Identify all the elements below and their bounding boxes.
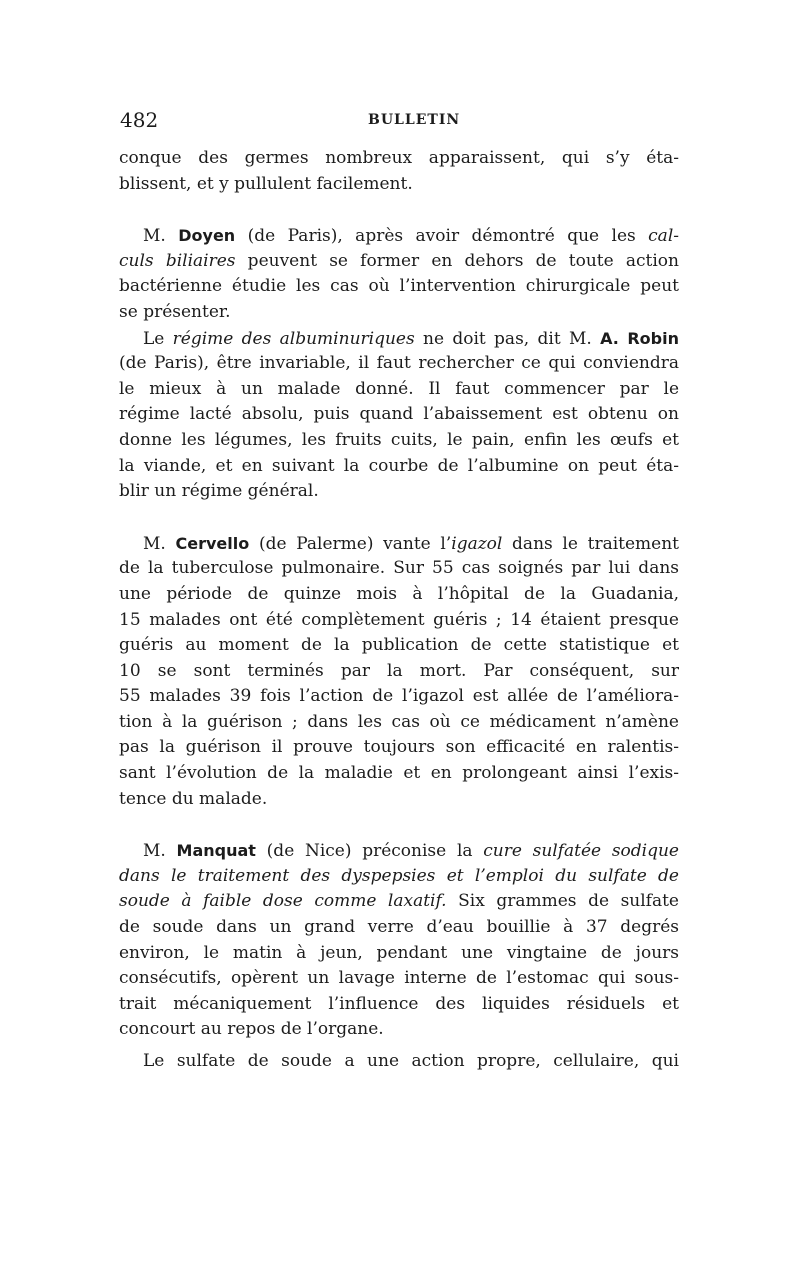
text-line: tence du malade. bbox=[119, 788, 268, 809]
text-line: le mieux à un malade donné. Il faut commencer par le bbox=[119, 378, 679, 399]
text-line: 15 malades ont été complètement guéris ; 14 étaient presque bbox=[119, 609, 679, 630]
page-number: 482 bbox=[120, 108, 159, 132]
text-line: M. Cervello (de Palerme) vante l’igazol dans le traitement bbox=[143, 533, 680, 554]
text-line: M. Manquat (de Nice) préconise la cure sulfatée sodique bbox=[143, 841, 679, 862]
text-line: 10 se sont terminés par la mort. Par conséquent, sur bbox=[119, 660, 679, 681]
text-line: blissent, et y pullulent facilement. bbox=[119, 173, 413, 194]
body-text bbox=[119, 146, 679, 1075]
text-line: guéris au moment de la publication de cette statistique et bbox=[119, 635, 679, 656]
author-name-doyen: Doyen bbox=[178, 226, 236, 246]
text-line: (de Paris), être invariable, il faut rechercher ce qui conviendra bbox=[119, 353, 679, 374]
text-line: dans le traitement des dyspepsies et l’emploi du sulfate de bbox=[119, 865, 679, 886]
text-line: concourt au repos de l’organe. bbox=[119, 1019, 384, 1040]
text-line: tion à la guérison ; dans les cas où ce médicament n’amène bbox=[119, 711, 679, 732]
text-line: trait mécaniquement l’influence des liquides résiduels et bbox=[119, 993, 679, 1014]
text-line: régime lacté absolu, puis quand l’abaissement est obtenu on bbox=[119, 404, 679, 425]
running-title: BULLETIN bbox=[368, 112, 461, 128]
page-header bbox=[120, 108, 680, 138]
author-name-cervello: Cervello bbox=[175, 533, 250, 553]
text-line: de la tuberculose pulmonaire. Sur 55 cas soignés par lui dans bbox=[119, 558, 679, 579]
author-name-manquat: Manquat bbox=[176, 841, 256, 861]
text-line: de soude dans un grand verre d’eau bouillie à 37 degrés bbox=[119, 917, 679, 938]
text-line: pas la guérison il prouve toujours son efficacité en ralentis- bbox=[119, 737, 679, 758]
text-line: la viande, et en suivant la courbe de l’albumine on peut éta- bbox=[119, 455, 679, 476]
text-line: sant l’évolution de la maladie et en prolongeant ainsi l’exis- bbox=[119, 763, 679, 784]
text-line: 55 malades 39 fois l’action de l’igazol est allée de l’améliora- bbox=[119, 686, 679, 707]
text-line: donne les légumes, les fruits cuits, le pain, enfin les œufs et bbox=[119, 429, 679, 450]
text-line: conque des germes nombreux apparaissent, qui s’y éta- bbox=[119, 148, 679, 168]
author-name-robin: A. Robin bbox=[600, 328, 679, 348]
text-line: se présenter. bbox=[119, 301, 231, 322]
text-line: environ, le matin à jeun, pendant une vingtaine de jours bbox=[119, 942, 679, 963]
text-line: une période de quinze mois à l’hôpital de la Guadania, bbox=[119, 583, 679, 604]
text-line: culs biliaires peuvent se former en dehors de toute action bbox=[119, 250, 679, 271]
text-line: blir un régime général. bbox=[119, 481, 319, 502]
text-line: Le régime des albuminuriques ne doit pas, dit M. A. Robin bbox=[143, 328, 679, 349]
text-line: Le sulfate de soude a une action propre, cellulaire, qui bbox=[143, 1051, 679, 1071]
text-line: consécutifs, opèrent un lavage interne de l’estomac qui sous- bbox=[119, 968, 679, 989]
text-line: soude à faible dose comme laxatif. Six grammes de sulfate bbox=[119, 891, 679, 912]
text-line: M. Doyen (de Paris), après avoir démontré que les cal- bbox=[143, 226, 679, 247]
text-line: bactérienne étudie les cas où l’intervention chirurgicale peut bbox=[119, 276, 679, 297]
